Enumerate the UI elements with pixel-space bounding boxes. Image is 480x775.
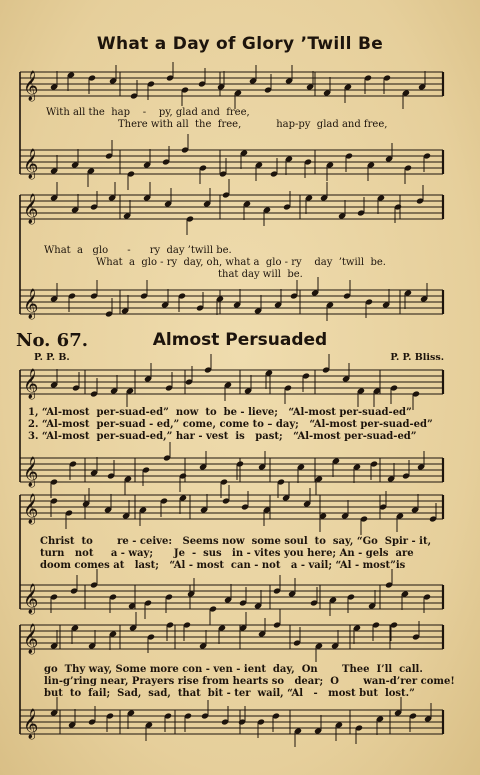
composer-credit: P. P. Bliss.	[390, 352, 444, 363]
verse-line: turn not a - way; Je - sus in - vites you here; An - gels are	[40, 548, 414, 559]
clef-icon: 𝄞	[23, 494, 39, 524]
clef-icon: 𝄞	[23, 149, 39, 179]
lyricist-credit: P. P. B.	[34, 352, 70, 363]
lyric-line: What a glo - ry day ’twill be.	[44, 245, 232, 256]
clef-icon: 𝄞	[23, 709, 39, 739]
hymn-title-day-of-glory: What a Day of Glory ’Twill Be	[96, 34, 384, 54]
clef-icon: 𝄞	[23, 71, 39, 101]
verse-line: 1, “Al-most per-suad-ed” now to be - lieve; “Al-most per-suad-ed”	[28, 407, 412, 418]
clef-icon: 𝄞	[23, 624, 39, 654]
clef-icon: 𝄞	[23, 289, 39, 319]
clef-icon: 𝄞	[23, 194, 39, 224]
verse-line: but to fail; Sad, sad, that bit - ter wail, “Al - most but lost.”	[44, 688, 415, 699]
verse-line: Christ to re - ceive: Seems now some soul to say, “Go Spir - it,	[40, 536, 432, 547]
clef-icon: 𝄞	[23, 584, 39, 614]
verse-line: go Thy way, Some more con - ven - ient day, On Thee I’ll call.	[44, 664, 423, 675]
verse-line: lin-g’ring near, Prayers rise from hearts so dear; O wan-d’rer come!	[44, 676, 455, 687]
hymn-title-almost-persuaded: Almost Persuaded	[152, 330, 328, 350]
verse-line: doom comes at last; “Al - most can - not a - vail; “Al - most”is	[40, 560, 406, 571]
verse-line: 2. “Al-most per-suad - ed,” come, come to – day; “Al-most per-suad-ed”	[28, 419, 433, 430]
hymn-number: No. 67.	[16, 330, 88, 351]
clef-icon: 𝄞	[23, 457, 39, 487]
clef-icon: 𝄞	[23, 369, 39, 399]
lyric-line: There with all the free, hap-py glad and free,	[118, 119, 388, 130]
lyric-line: What a glo - ry day, oh, what a glo - ry day ’twill be.	[96, 257, 386, 268]
lyric-line: With all the hap - py, glad and free,	[46, 107, 250, 118]
verse-line: 3. “Al-most per-suad-ed,” har - vest is past; “Al-most per-suad-ed”	[28, 431, 417, 442]
lyric-line: that day will be.	[218, 269, 303, 280]
